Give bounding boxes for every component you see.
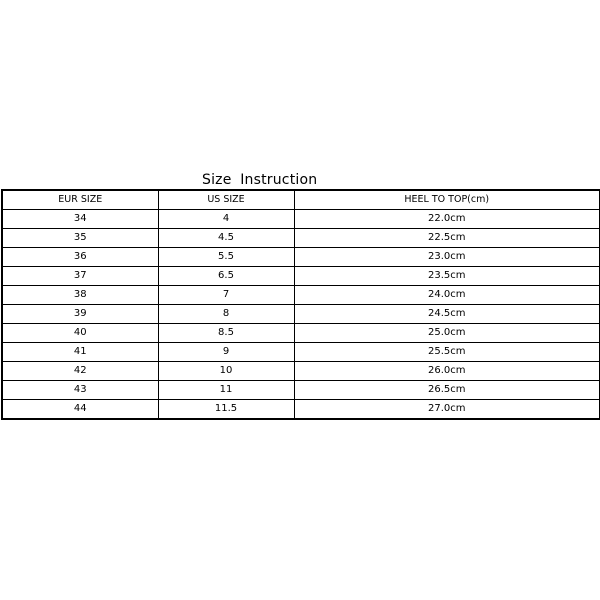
table-row xyxy=(2,229,600,248)
heel-to-top-cell: 23.5cm xyxy=(294,267,600,286)
heel-to-top-cell: 26.0cm xyxy=(294,362,600,381)
table-row xyxy=(2,286,600,305)
table-row xyxy=(2,400,600,420)
heel-to-top-cell: 22.5cm xyxy=(294,229,600,248)
header-heel-to-top: HEEL TO TOP(cm) xyxy=(294,190,600,210)
eur-size-cell: 34 xyxy=(2,210,158,229)
us-size-cell: 8 xyxy=(158,305,294,324)
table-row xyxy=(2,248,600,267)
us-size-cell: 9 xyxy=(158,343,294,362)
eur-size-cell: 36 xyxy=(2,248,158,267)
heel-to-top-cell: 25.0cm xyxy=(294,324,600,343)
size-chart-title: Size Instruction xyxy=(202,172,318,188)
us-size-cell: 7 xyxy=(158,286,294,305)
us-size-cell: 10 xyxy=(158,362,294,381)
eur-size-cell: 42 xyxy=(2,362,158,381)
us-size-cell: 5.5 xyxy=(158,248,294,267)
table-row xyxy=(2,210,600,229)
heel-to-top-cell: 25.5cm xyxy=(294,343,600,362)
us-size-cell: 11.5 xyxy=(158,400,294,420)
table-row xyxy=(2,324,600,343)
table-row xyxy=(2,305,600,324)
header-eur-size: EUR SIZE xyxy=(2,190,158,210)
us-size-cell: 11 xyxy=(158,381,294,400)
heel-to-top-cell: 24.5cm xyxy=(294,305,600,324)
table-row xyxy=(2,343,600,362)
heel-to-top-cell: 27.0cm xyxy=(294,400,600,420)
eur-size-cell: 38 xyxy=(2,286,158,305)
us-size-cell: 4.5 xyxy=(158,229,294,248)
heel-to-top-cell: 22.0cm xyxy=(294,210,600,229)
size-chart-table xyxy=(1,189,600,420)
eur-size-cell: 41 xyxy=(2,343,158,362)
us-size-cell: 4 xyxy=(158,210,294,229)
us-size-cell: 6.5 xyxy=(158,267,294,286)
heel-to-top-cell: 23.0cm xyxy=(294,248,600,267)
eur-size-cell: 44 xyxy=(2,400,158,420)
eur-size-cell: 39 xyxy=(2,305,158,324)
eur-size-cell: 37 xyxy=(2,267,158,286)
table-row xyxy=(2,381,600,400)
eur-size-cell: 43 xyxy=(2,381,158,400)
heel-to-top-cell: 26.5cm xyxy=(294,381,600,400)
table-header-row xyxy=(2,190,600,210)
us-size-cell: 8.5 xyxy=(158,324,294,343)
table-row xyxy=(2,267,600,286)
eur-size-cell: 35 xyxy=(2,229,158,248)
heel-to-top-cell: 24.0cm xyxy=(294,286,600,305)
table-row xyxy=(2,362,600,381)
header-us-size: US SIZE xyxy=(158,190,294,210)
eur-size-cell: 40 xyxy=(2,324,158,343)
